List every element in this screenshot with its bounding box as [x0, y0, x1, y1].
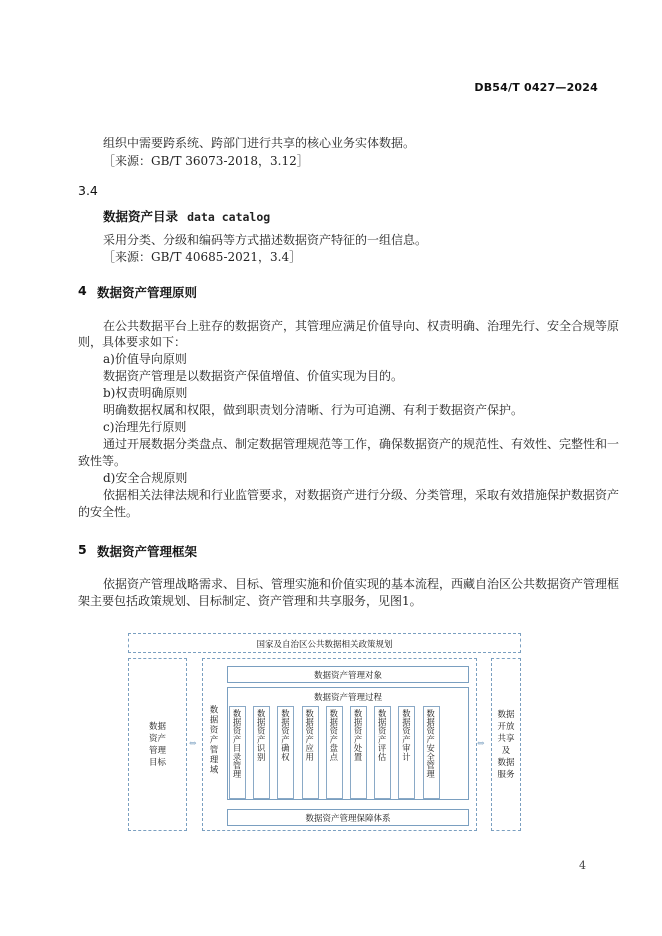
list-text: 通过开展数据分类盘点、制定数据管理规范等工作，确保数据资产的规范性、有效性、完整性和一 [103, 437, 620, 451]
list-text: 致性等。 [78, 454, 127, 468]
process-item-label: 数据资产盘点 [328, 709, 339, 762]
source-citation: ［来源：GB/T 36073-2018，3.12］ [103, 154, 309, 168]
paragraph-line: 依据资产管理战略需求、目标、管理实施和价值实现的基本流程，西藏自治区公共数据资产管理框 [103, 577, 620, 591]
section-number: 5 [78, 542, 87, 557]
term-entry [103, 206, 270, 225]
term-zh: 数据资产目录 [103, 209, 179, 224]
standard-code: DB54/T 0427—2024 [474, 81, 598, 94]
service-label: 数据 开放 共享 及 数据 服务 [497, 710, 515, 780]
definition-text: 采用分类、分级和编码等方式描述数据资产特征的一组信息。 [103, 233, 428, 247]
domain-label: 数据资产管理域 [208, 705, 218, 775]
process-item-label: 数据资产确权 [280, 709, 291, 762]
double-arrow-icon: ⇔ [189, 739, 197, 749]
process-label: 数据资产管理过程 [313, 693, 382, 703]
section-number: 4 [78, 283, 87, 298]
process-item-label: 数据资产安全管理 [425, 709, 436, 779]
paragraph-line: 则，具体要求如下： [78, 335, 187, 349]
list-label: b)权责明确原则 [103, 386, 188, 400]
object-label: 数据资产管理对象 [313, 671, 382, 681]
process-item-label: 数据资产评估 [377, 709, 388, 762]
section-title: 数据资产管理原则 [97, 285, 198, 300]
figure-framework [126, 629, 522, 831]
list-label: c)治理先行原则 [103, 420, 187, 434]
list-text: 依据相关法律法规和行业监管要求，对数据资产进行分级、分类管理，采取有效措施保护数据资产 [103, 488, 620, 502]
double-arrow-icon: ⇔ [477, 739, 485, 749]
paragraph-line: 架主要包括政策规划、目标制定、资产管理和共享服务，见图1。 [78, 594, 422, 608]
section-title: 数据资产管理框架 [97, 544, 198, 559]
definition-text: 组织中需要跨系统、跨部门进行共享的核心业务实体数据。 [103, 136, 416, 150]
list-label: d)安全合规原则 [103, 471, 188, 485]
process-item-label: 数据资产处置 [353, 709, 363, 762]
target-label: 数据 资产 管理 目标 [148, 722, 166, 768]
source-citation: ［来源：GB/T 40685-2021，3.4］ [103, 250, 302, 264]
policy-label: 国家及自治区公共数据相关政策规划 [256, 640, 393, 650]
guarantee-label: 数据资产管理保障体系 [305, 814, 391, 824]
process-item-label: 数据资产识别 [256, 709, 267, 762]
list-label: a)价值导向原则 [103, 352, 187, 366]
clause-number: 3.4 [78, 183, 98, 198]
process-item-label: 数据资产应用 [304, 709, 315, 762]
page-number: 4 [579, 859, 586, 872]
list-text: 的安全性。 [78, 505, 139, 519]
paragraph-line: 在公共数据平台上驻存的数据资产，其管理应满足价值导向、权责明确、治理先行、安全合规等原 [103, 319, 620, 333]
list-text: 数据资产管理是以数据资产保值增值、价值实现为目的。 [103, 369, 404, 383]
process-item-label: 数据资产审计 [401, 709, 412, 762]
list-text: 明确数据权属和权限，做到职责划分清晰、行为可追溯、有利于数据资产保护。 [103, 403, 524, 417]
process-item-label: 数据资产目录管理 [232, 709, 242, 779]
term-en: data catalog [187, 210, 271, 224]
